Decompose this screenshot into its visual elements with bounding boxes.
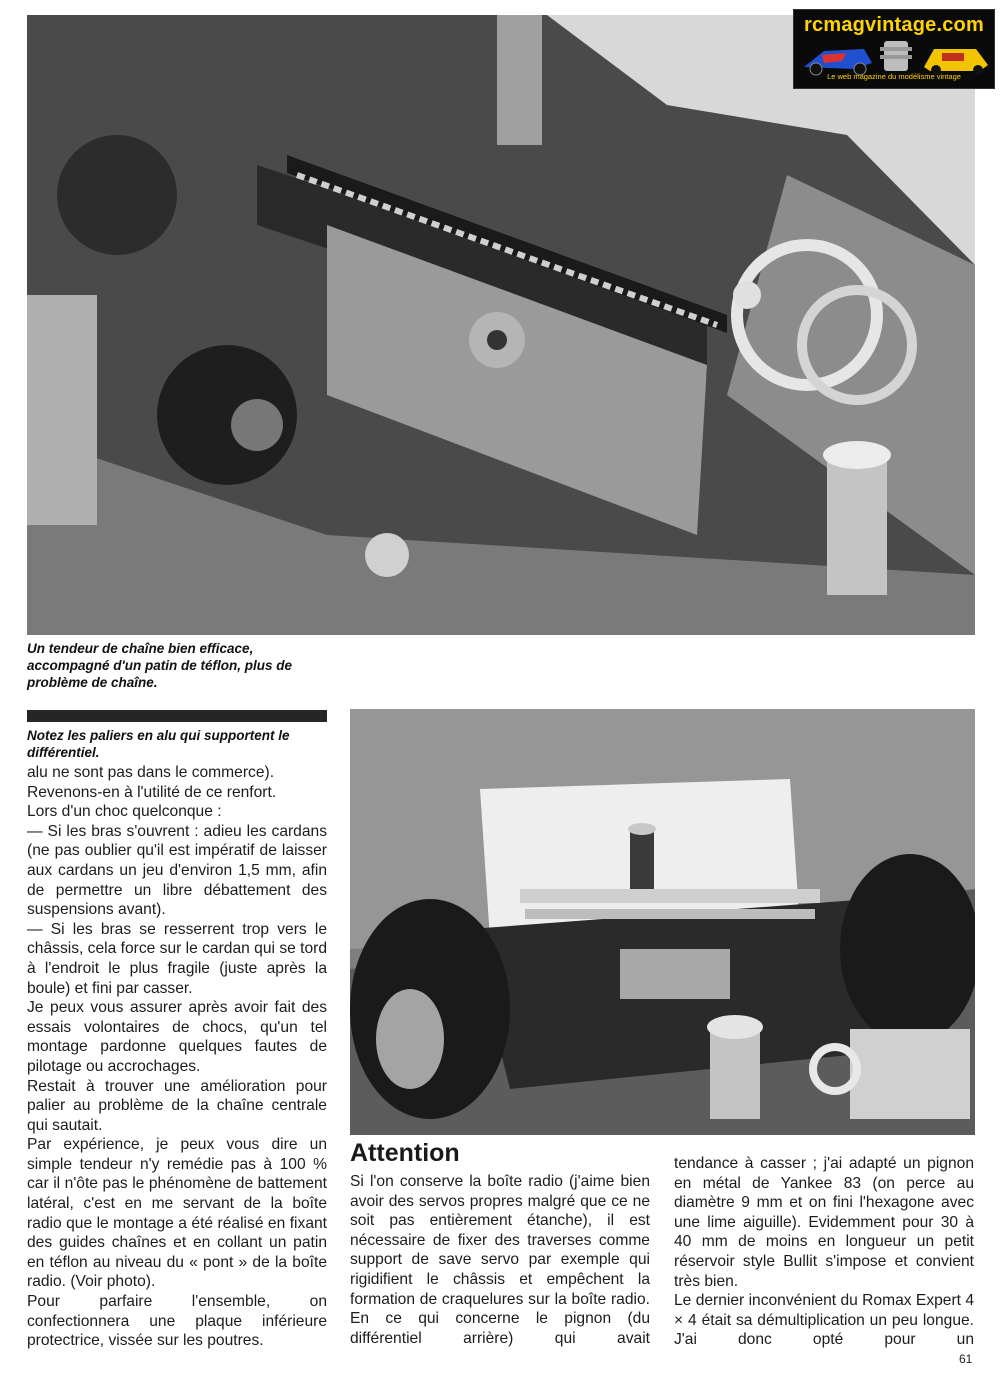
attention-heading: Attention <box>350 1139 460 1167</box>
top-photo-caption: Un tendeur de chaîne bien efficace, accompagné d'un patin de téflon, plus de problème de chaîne. <box>27 641 292 690</box>
middle-column <box>350 1172 650 1348</box>
caption-divider <box>27 710 327 722</box>
differential-photo-art <box>350 709 975 1135</box>
left-paragraph: Je peux vous assurer après avoir fait des essais volontaires de chocs, qu'un tel montage pardonne quelques fautes de pilotage ou accrochages. <box>27 999 327 1075</box>
site-logo[interactable] <box>793 9 995 89</box>
left-column <box>27 763 327 1351</box>
left-paragraph: Par expérience, je peux vous dire un simple tendeur n'y remédie pas à 100 % car il n'ôte pas le phénomène de battement latéral, c'est en me servant de la boîte radio que le montage a été réalisé en fixant des guides chaînes et en collant un patin en téflon au niveau du « pont » de la boîte radio. (Voir photo). <box>27 1136 327 1291</box>
right-paragraph: tendance à casser ; j'ai adapté un pignon en métal de Yankee 83 (on perce au diamètre 9 mm et on fini l'hexagone avec une lime aiguille). Evidemment pour 30 à 40 mm de moins en longueur un petit réservoir style Bullit s'impose et convient très bien. <box>674 1155 974 1290</box>
left-paragraph: — Si les bras se resserrent trop vers le châssis, cela force sur le cardan qui se tord à l'endroit le plus fragile (juste après la boule) et fini par casser. <box>27 920 327 997</box>
right-paragraph: Le dernier inconvénient du Romax Expert 4 × 4 était sa démultiplication un peu longue. J'ai donc opté pour un <box>674 1292 974 1349</box>
middle-photo-caption: Notez les paliers en alu qui supportent le différentiel. <box>27 728 290 760</box>
left-paragraph: alu ne sont pas dans le commerce). <box>27 764 275 781</box>
right-column <box>674 1154 974 1350</box>
left-paragraph: Revenons-en à l'utilité de ce renfort. <box>27 783 277 801</box>
chain-tensioner-photo-art <box>27 15 975 635</box>
left-paragraph: Restait à trouver une amélioration pour palier au problème de la chaîne centrale qui sautait. <box>27 1077 327 1134</box>
attention-paragraph: Si l'on conserve la boîte radio (j'aime bien avoir des servos propres malgré que ce ne soit pas entièrement étanche), il est nécessaire de fixer des traverses comme support de save servo par exemple qui rigidifient le châssis et empêchent la formation de craquelures sur la boîte radio. En ce qui concerne le pignon (du différentiel arrière) qui avait <box>350 1173 650 1347</box>
logo-vehicles-icon <box>794 37 994 77</box>
chain-tensioner-photo <box>27 15 975 635</box>
left-paragraph: Pour parfaire l'ensemble, on confectionnera une plaque inférieure protectrice, vissée sur les poutres. <box>27 1293 327 1350</box>
left-paragraph: — Si les bras s'ouvrent : adieu les cardans (ne pas oublier qu'il est impératif de laisser aux cardans un jeu d'environ 1,5 mm, afin de permettre un libre débattement des suspensions avant). <box>27 822 327 919</box>
logo-title: rcmagvintage.com <box>804 14 984 36</box>
left-paragraph: Lors d'un choc quelconque : <box>27 803 222 821</box>
differential-photo <box>350 709 975 1135</box>
logo-subtitle: Le web magazine du modélisme vintage <box>827 72 961 81</box>
page-number: 61 <box>959 1352 973 1366</box>
